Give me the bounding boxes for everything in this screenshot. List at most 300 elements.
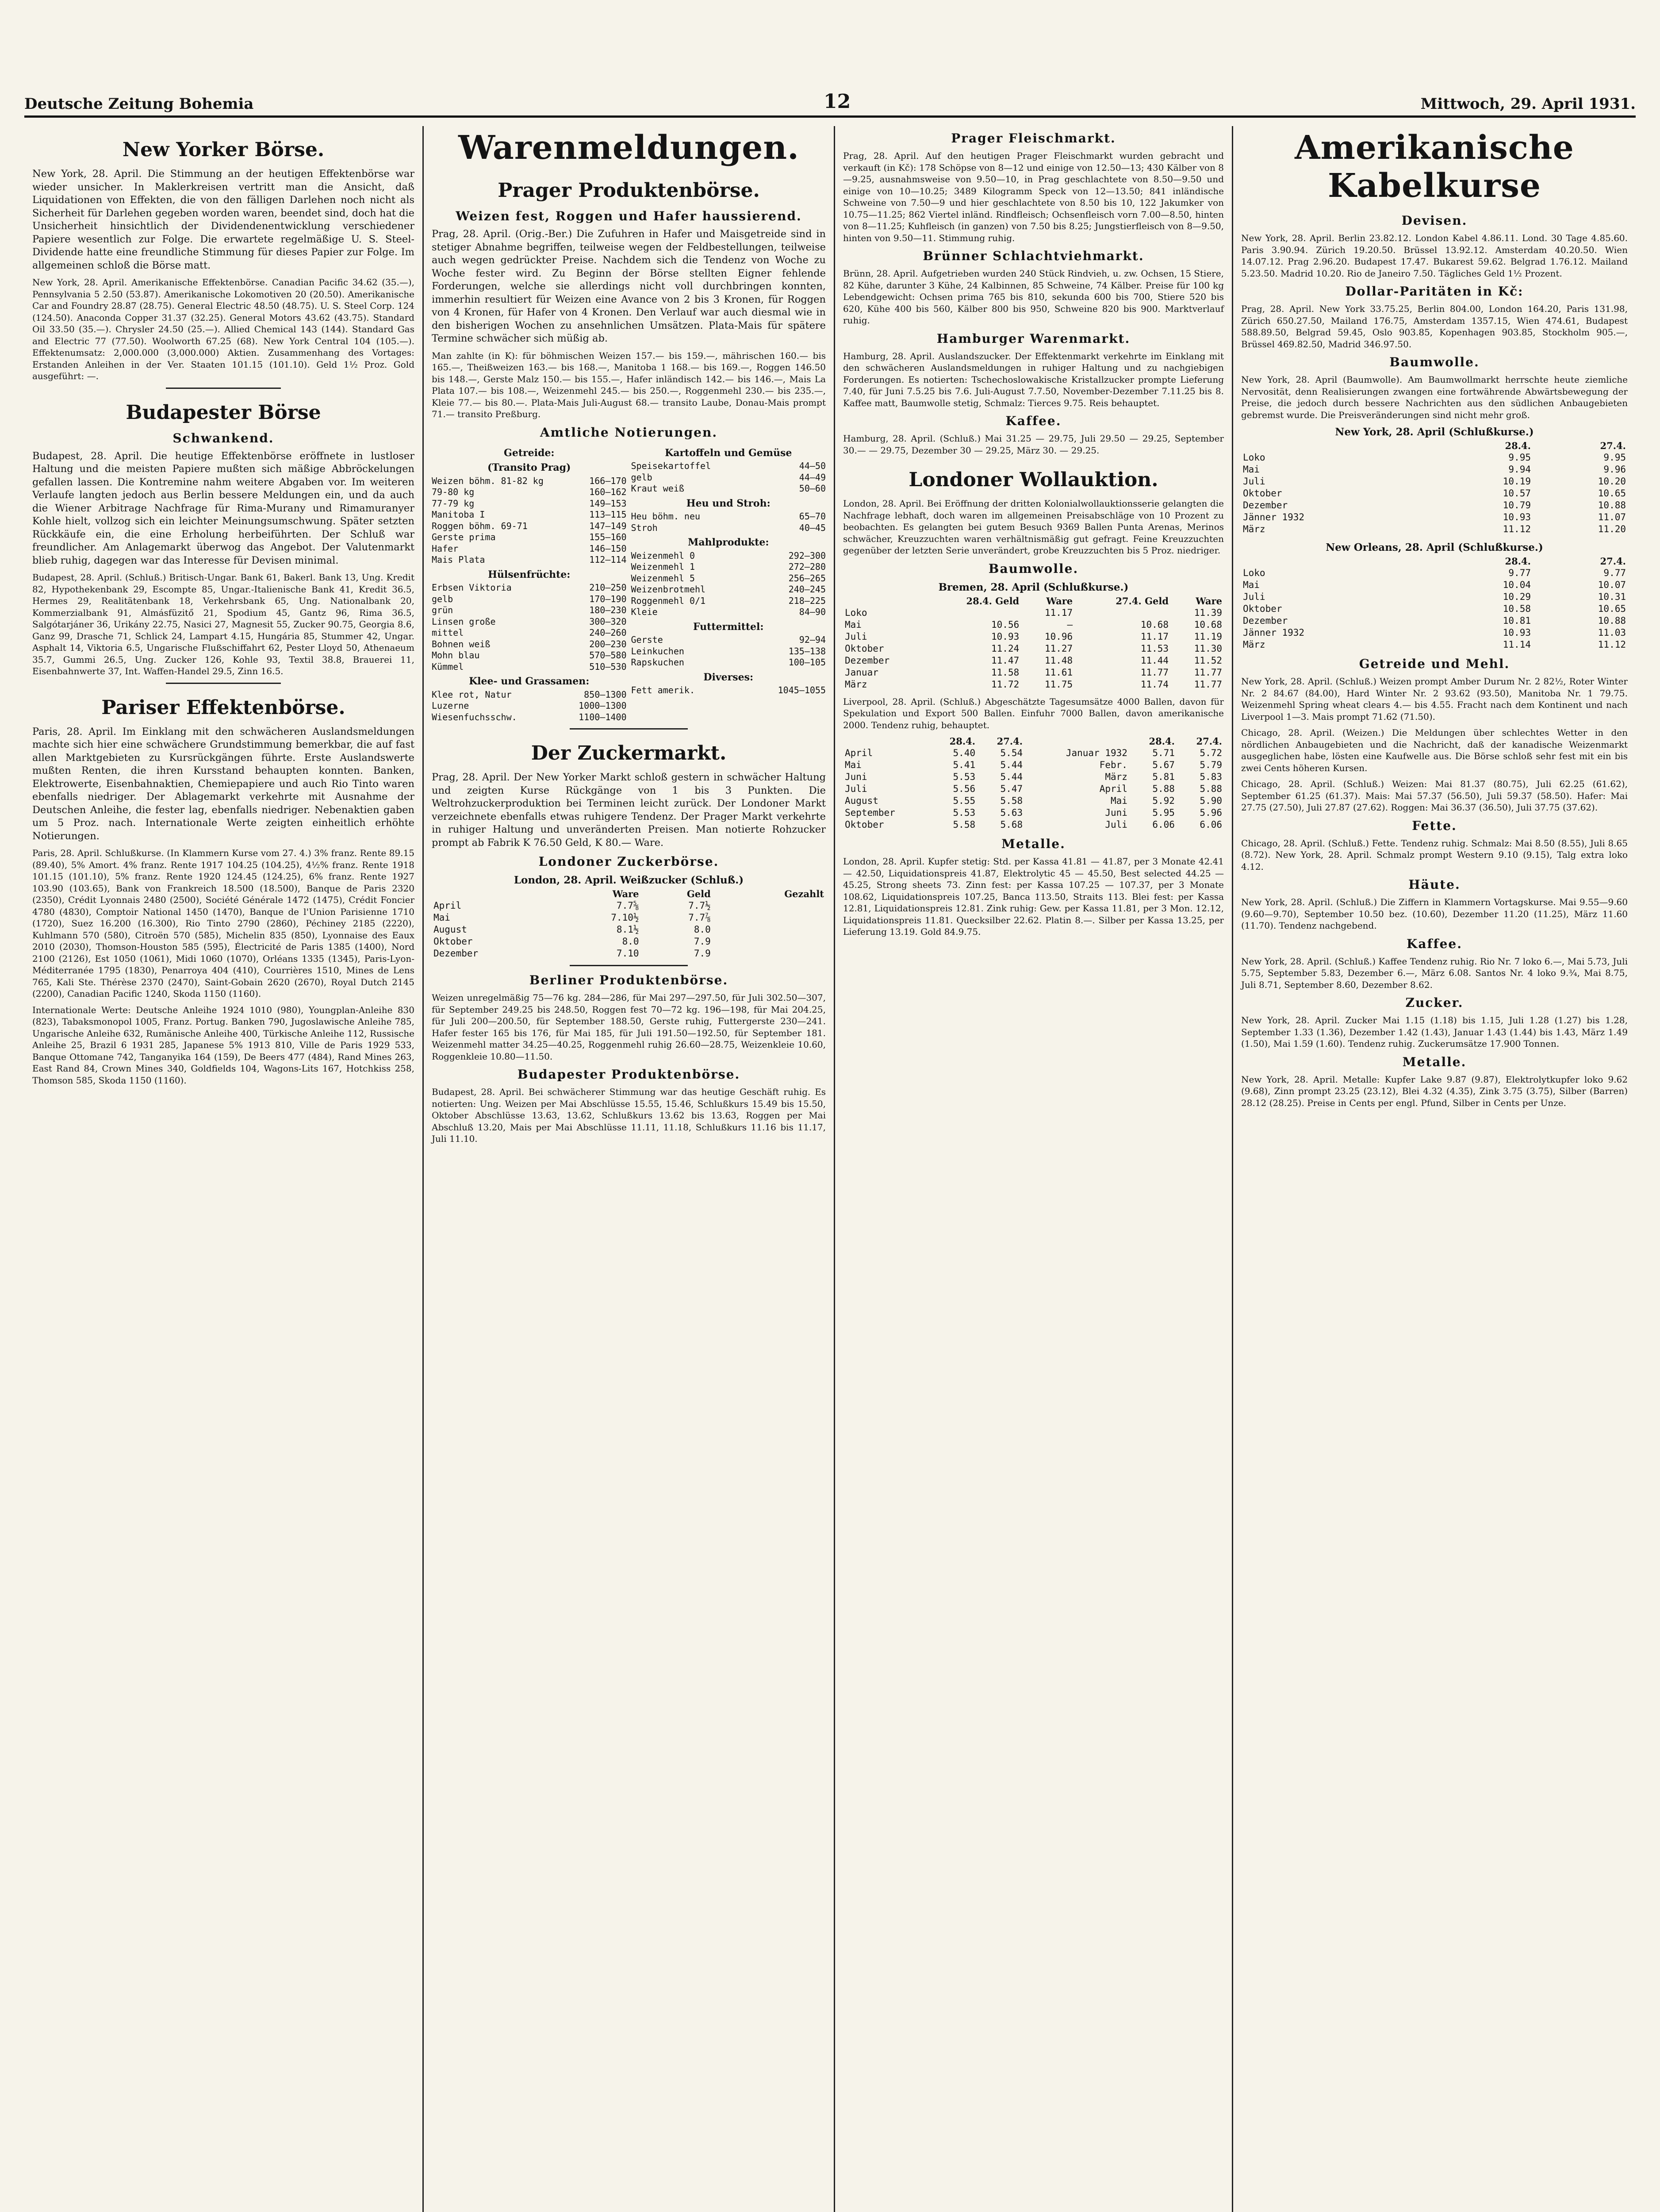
notierung-label: Speisekartoffel — [631, 461, 711, 471]
no-cotton-cell: 9.77 — [1508, 568, 1531, 578]
londoner-zucker-cell: 7.10 — [616, 948, 639, 959]
ny-cotton-row — [1241, 499, 1628, 511]
londoner-zucker-row — [432, 948, 826, 960]
hamburger-warenmarkt-title: Hamburger Warenmarkt. — [936, 331, 1131, 346]
zuckermarkt-text: Prag, 28. April. Der New Yorker Markt schloß gestern in schwächer Haltung und zeigten Kurse Rückgänge von 1 bis 3 Punkten. Die Weltrohzuckerproduktion bei Terminen leicht zurück. Der Londoner Markt verzeichnete ebenfalls etwas ruhigere Tendenz. Der Prager Markt verkehrte in ruhiger Haltung und unveränderten Preisen. Man notierte Rohzucker prompt ab Fabrik K 76.50 Geld, K 80.— Ware. — [432, 772, 826, 849]
londoner-zucker-cell: 7.7½ — [688, 900, 711, 911]
liverpool-cell: Febr. — [1099, 760, 1127, 770]
notierung-heading: Hülsenfrüchte: — [488, 568, 571, 580]
notierung-item — [631, 550, 826, 562]
zucker-us-heading: Zucker. — [1405, 995, 1464, 1010]
fette-heading: Fette. — [1412, 818, 1457, 833]
baumwolle-us-text: New York, 28. April (Baumwolle). Am Baumwollmarkt herrschte heute ziemliche Nervosität, denn Realisierungen zwangen eine fortwährende Abwärtsbewegung der Preise, die jedoch durch bessere Nachrichten aus den südlichen Anbaugebieten gebremst wurde. Die Preisveränderungen sind nicht mehr groß. — [1241, 374, 1628, 420]
chicago-weizen-text: Chicago, 28. April. (Weizen.) Die Meldungen über schlechtes Wetter in den nördlichen Anbaugebieten und die Nachricht, daß der kanadische Weizenmarkt ausgeglichen habe, lösten eine Kaufwelle aus. Die Börse schloß sehr fest mit ein bis zwei Cents höheren Kursen. — [1241, 727, 1628, 773]
bremen-cell: 11.77 — [1194, 679, 1222, 690]
ny-cotton-row — [1241, 488, 1628, 499]
zucker-us-text: New York, 28. April. Zucker Mai 1.15 (1.18) bis 1.15, Juli 1.28 (1.27) bis 1.28, September 1.33 (1.36), Dezember 1.42 (1.43), Januar 1.43 (1.44) bis 1.43, März 1.49 (1.50), Mai 1.59 (1.60). Tendenz ruhig. Zuckerumsätze 17.900 Tonnen. — [1241, 1015, 1628, 1049]
budapest-boerse-title: Budapester Börse — [126, 401, 321, 424]
notierung-heading: Heu und Stroh: — [686, 497, 771, 509]
no-cotton-cell: 10.31 — [1598, 591, 1626, 602]
liverpool-cell: September — [845, 807, 895, 818]
fette-text: Chicago, 28. April. (Schluß.) Fette. Tendenz ruhig. Schmalz: Mai 8.50 (8.55), Juli 8.65 (8.72). New York, 28. April. Schmalz prompt Western 9.10 (9.15), Talg extra loko 4.12. — [1241, 837, 1628, 872]
baumwolle-us-heading: Baumwolle. — [1389, 355, 1480, 369]
ny-cotton-cell: März — [1243, 524, 1265, 534]
notierung-label: Manitoba I — [432, 509, 485, 520]
column-1 — [24, 126, 422, 2212]
haeute-text: New York, 28. April. (Schluß.) Die Ziffern in Klammern Vortagskurse. Mai 9.55—9.60 (9.60—9.70), September 10.50 bez. (10.60), Dezember 11.20 (11.25), März 11.60 (11.70). Tendenz nachgebend. — [1241, 897, 1628, 931]
liverpool-cell: 5.53 — [953, 807, 976, 818]
notierung-price: 100—105 — [788, 657, 826, 668]
notierung-label: Wiesenfuchsschw. — [432, 711, 517, 722]
liverpool-cell: April — [1099, 783, 1127, 794]
budapester-produktenboerse-text: Budapest, 28. April. Bei schwächerer Stimmung war das heutige Geschäft ruhig. Es notierten: Ung. Weizen per Mai Abschlüsse 15.55, 15.46, Schlußkurs 15.49 bis 15.50, Oktober Abschlüsse 13.63, 13.62, Schlußkurs 13.62 bis 13.63, Roggen per Mai Abschluß 13.20, Mais per Mai Abschlüsse 11.11, 11.18, Schlußkurs 11.16 bis 11.17, Juli 11.10. — [432, 1087, 826, 1144]
column-2 — [422, 126, 834, 2212]
ny-cotton-cell: 28.4. — [1505, 440, 1531, 451]
no-cotton-cell: März — [1243, 639, 1265, 650]
liverpool-cell: 6.06 — [1200, 819, 1222, 830]
prager-produktenboerse-title: Prager Produktenbörse. — [498, 179, 760, 202]
kaffee-hamburg-text: Hamburg, 28. April. (Schluß.) Mai 31.25 — 29.75, Juli 29.50 — 29.25, September 30.— — 29.75, Dezember 30 — 29.25, März 30. — 29.25. — [843, 433, 1224, 456]
liverpool-cell: 5.95 — [1152, 807, 1175, 818]
notierung-price: 149—153 — [589, 498, 627, 509]
ny-cotton-cell: Juli — [1243, 476, 1265, 487]
notierung-label: grün — [432, 605, 453, 615]
berliner-produktenboerse-title: Berliner Produktenbörse. — [529, 973, 728, 987]
ny-cotton-row — [1241, 523, 1628, 535]
notierung-label: Weizenmehl 0 — [631, 550, 695, 561]
londoner-zucker-cell — [713, 912, 826, 924]
notierung-price: 84—90 — [799, 607, 826, 617]
paris-boerse-title: Pariser Effektenbörse. — [101, 696, 345, 719]
kaffee-us-heading: Kaffee. — [1407, 936, 1462, 951]
prager-produktenboerse-text-2: Man zahlte (in K): für böhmischen Weizen 157.— bis 159.—, mährischen 160.— bis 165.—, Theißweizen 163.— bis 168.—, Manitoba 1 168.— bis 169.—, Roggen 146.50 bis 148.—, Gerste Malz 150.— bis 155.—, Hafer inländisch 142.— bis 146.—, Mais La Plata 107.— bis 108.—, Weizenmehl 245.— bis 250.—, Roggenmehl 230.— bis 235.—, Kleie 77.— bis 80.—. Plata-Mais Juli-August 68.— transito Laube, Donau-Mais prompt 71.— transito Preßburg. — [432, 350, 826, 419]
notierung-item — [432, 594, 627, 605]
budapester-produktenboerse-title: Budapester Produktenbörse. — [517, 1067, 740, 1082]
kabelkurse-title: Amerikanische Kabelkurse — [1295, 129, 1574, 205]
bremen-cell: 11.75 — [1044, 679, 1073, 690]
ny-cotton-row — [1241, 452, 1628, 464]
notierung-item — [432, 476, 627, 487]
londoner-zucker-cell: Dezember — [433, 948, 479, 959]
notierung-item — [631, 522, 826, 534]
notierung-item — [631, 595, 826, 607]
bremen-cell: 11.52 — [1194, 655, 1222, 666]
ny-cotton-cell: 10.79 — [1503, 500, 1531, 511]
issue-date: Mittwoch, 29. April 1931. — [1420, 95, 1636, 113]
budapest-boerse-subtitle: Schwankend. — [173, 430, 274, 445]
devisen-text: New York, 28. April. Berlin 23.82.12. London Kabel 4.86.11. Lond. 30 Tage 4.85.60. Paris 3.90.94. Zürich 19.20.50. Brüssel 13.92.12. Amsterdam 40.20.50. Wien 14.07.12. Prag 2.96.20. Budapest 17.47. Bukarest 59.62. Belgrad 1.76.12. Mailand 5.23.50. Madrid 10.20. Rio de Janeiro 7.50. Tägliches Geld 1½ Prozent. — [1241, 233, 1628, 279]
paris-boerse-text-2: Paris, 28. April. Schlußkurse. (In Klammern Kurse vom 27. 4.) 3% franz. Rente 89.15 (89.40), 5% Amort. 4% franz. Rente 1917 104.25 (104.25), 4½% franz. Rente 1918 101.15 (101.10), 5% franz. Rente 1920 124.45 (124.25), 6% franz. Rente 1927 103.90 (103.65), Bank von Frankreich 18.500 (18.500), Banque de Paris 2320 (2350), Crédit Lyonnais 2480 (2500), Société Générale 1472 (1475), Crédit Foncier 4780 (4830), Comptoir National 1450 (1470), Banque de l'Union Parisienne 1710 (1720), Suez 16.200 (16.300), Rio Tinto 2790 (2860), Péchiney 2185 (2220), Kuhlmann 570 (580), Citroën 570 (585), Michelin 835 (850), Lyonnaise des Eaux 2010 (2030), Thomson-Houston 585 (595), Électricité de Paris 1385 (1400), Nord 2100 (2126), Est 1050 (1061), Midi 1060 (1070), Orléans 1335 (1345), Paris-Lyon-Méditerranée 1795 (1830), Penarroya 404 (410), Courrières 1510, Mines de Lens 765, Kali Ste. Thérèse 2370 (2470), Saint-Gobain 2620 (2670), Royal Dutch 2145 (2200), Canadian Pacific 1240, Skoda 1150 (1160). — [32, 848, 414, 999]
ny-cotton-cell: 9.94 — [1508, 464, 1531, 475]
notierung-price: 292—300 — [788, 550, 826, 561]
liverpool-cell: 5.54 — [1000, 748, 1023, 758]
notierung-item — [432, 616, 627, 628]
londoner-zucker-cell: April — [433, 900, 462, 911]
notierung-price: 166—170 — [589, 475, 627, 486]
liverpool-cell: 5.90 — [1200, 795, 1222, 806]
notierung-price: 850—1300 — [584, 689, 627, 700]
notierung-price: 1045—1055 — [778, 685, 826, 695]
warenmeldungen-title: Warenmeldungen. — [458, 129, 799, 167]
no-cotton-cell: 28.4. — [1505, 556, 1531, 567]
no-cotton-cell — [1241, 555, 1438, 567]
new-york-baumwolle-caption: New York, 28. April (Schlußkurse.) — [1335, 426, 1534, 438]
notierung-item — [432, 487, 627, 498]
liverpool-cell: 5.47 — [1000, 783, 1023, 794]
notierung-price: 1100—1400 — [579, 711, 627, 722]
liverpool-cell: April — [845, 748, 873, 758]
devisen-heading: Devisen. — [1401, 213, 1468, 228]
divider — [570, 965, 688, 966]
ny-cotton-header-row — [1241, 440, 1628, 452]
london-metalle-text: London, 28. April. Kupfer stetig: Std. per Kassa 41.81 — 41.87, per 3 Monate 42.41 — 42.50, Liquidationspreis 41.87, Elektrolytic 45 — 45.50, Best selected 44.25 — 45.25, Strong sheets 73. Zinn fest: per Kassa 107.25 — 107.37, per 3 Monate 108.62, Liquidationspreis 107.25, Banca 113.50, Straits 113. Blei fest: per Kassa 12.81, Liquidationspreis 12.81. Zink ruhig: Gew. per Kassa 11.81, per 3 Mon. 12.12, Liquidationspreis 11.81. Quecksilber 22.62. Platin 8.—. Silber per Kassa 13.25, per Lieferung 13.19. Gold 84.9.75. — [843, 856, 1224, 937]
notierung-price: 170—190 — [589, 593, 627, 604]
bruenner-schlachtviehmarkt-title: Brünner Schlachtviehmarkt. — [923, 249, 1144, 263]
bremen-cell: 10.93 — [991, 631, 1020, 642]
notierung-item — [432, 639, 627, 650]
notierung-heading: Kartoffeln und Gemüse — [665, 447, 792, 459]
kaffee-us-text: New York, 28. April. (Schluß.) Kaffee Tendenz ruhig. Rio Nr. 7 loko 6.—, Mai 5.73, Juli 5.75, September 5.83, Dezember 6.—, März 6.08. Santos Nr. 4 loko 9.¾, Mai 8.75, Juli 8.71, September 8.60, Dezember 8.62. — [1241, 956, 1628, 990]
bremen-cell: 11.58 — [991, 667, 1020, 678]
ny-cotton-cell: 9.95 — [1603, 452, 1626, 463]
notierung-price: 147—149 — [589, 520, 627, 531]
notierung-label: Kleie — [631, 607, 658, 617]
no-cotton-row — [1241, 579, 1628, 591]
londoner-zucker-cell: 8.0 — [622, 936, 639, 947]
notierung-price: 180—230 — [589, 605, 627, 615]
bremen-row — [843, 631, 1224, 643]
notierung-price: 256—265 — [788, 572, 826, 584]
ny-cotton-cell: 11.12 — [1503, 524, 1531, 534]
budapest-boerse-text-2: Budapest, 28. April. (Schluß.) Britisch-Ungar. Bank 61, Bakerl. Bank 13, Ung. Kredit 82, Hypothekenbank 29, Escompte 85, Ungar.-Italienische Bank 41, Kredit 36.5, Hermes 29, Realitätenbank 18, Verkehrsbank 65, Ung. Nationalbank 20, Kommerzialbank 91, Almásfüzitő 21, Spodium 45, Gantz 96, Rima 36.5, Salgótarjáner 36, Urikány 22.75, Nasici 27, Magnesit 55, Zucker 90.75, Georgia 8.6, Ganz 99, Drasche 71, Schlick 24, Lampart 4.15, Hungária 85, Stummer 42, Ungar. Asphalt 14, Viktoria 6.5, Ungarische Flußschiffahrt 62, Pester Lloyd 50, Athenaeum 35.7, Gummi 26.5, Ung. Zucker 126, Kohle 93, Textil 38.8, Brauerei 11, Eisenbahnwerte 37, Int. Waffen-Handel 29.5, Zinn 16.5. — [32, 572, 414, 676]
bremen-cell: Januar — [845, 667, 878, 678]
liverpool-cell: Juli — [1105, 819, 1127, 830]
liverpool-cell: 5.96 — [1200, 807, 1222, 818]
bremen-cell: 11.44 — [1140, 655, 1169, 666]
no-cotton-row — [1241, 615, 1628, 627]
notierung-label: Klee rot, Natur — [432, 689, 512, 700]
liverpool-cell: 5.41 — [953, 760, 976, 770]
ny-boerse-text-2: New York, 28. April. Amerikanische Effektenbörse. Canadian Pacific 34.62 (35.—), Pennsylvania 5 2.50 (53.87). Amerikanische Lokomotiven 20 (20.50). Amerikanische Car and Foundry 28.87 (28.75). General Electric 48.50 (48.75). U. S. Steel Corp. 124 (124.50). Anaconda Copper 31.37 (32.25). General Motors 43.62 (43.75). Standard Oil 33.50 (35.—). Chrysler 24.50 (25.—). Allied Chemical 143 (144). Standard Gas and Electric 77 (77.50). Woolworth 67.25 (68). New York Central 104 (105.—). Effektenumsatz: 2,000.000 (3,000.000) Aktien. Zusammenhang des Vortages: Erstanden Anleihen in der Ver. Staaten 101.15 (101.10). Geld 1½ Proz. Gold ausgeführt: —. — [32, 277, 414, 381]
bremen-cell: Juli — [845, 631, 867, 642]
bremen-cell: 11.17 — [1044, 607, 1073, 618]
notierung-price: 92—94 — [799, 634, 826, 645]
notierung-heading: (Transito Prag) — [487, 462, 571, 473]
bremen-cell: Ware — [1196, 595, 1222, 607]
liverpool-cell: 5.63 — [1000, 807, 1023, 818]
bremen-cell: März — [845, 679, 867, 690]
liverpool-row — [843, 795, 1224, 807]
no-cotton-cell: 10.58 — [1503, 603, 1531, 614]
bremen-cell: Oktober — [845, 643, 884, 654]
no-cotton-cell: 10.29 — [1503, 591, 1531, 602]
notierung-heading: Futtermittel: — [693, 621, 764, 633]
bremen-cell: 11.24 — [991, 643, 1020, 654]
liverpool-cell: 28.4. — [1149, 736, 1175, 747]
londoner-zucker-row — [432, 900, 826, 912]
bremen-cell: Ware — [1046, 595, 1073, 607]
budapest-boerse-text-1: Budapest, 28. April. Die heutige Effektenbörse eröffnete in lustloser Haltung und die meisten Papiere mußten sich mäßige Abbröckelungen gefallen lassen. Die Kontremine nahm weitere Abgaben vor. Im weiteren Verlaufe langten jedoch aus Berlin bessere Meldungen ein, und da auch die Wiener Arbitrage Nachfrage für Rima-Murany und Rimamuranyer Kohle hielt, vollzog sich ein leichter Meinungsumschwung. Später setzten Rückkäufe ein, die eine Erholung herbeiführten. Der Schluß war freundlicher. Am Anlagemarkt überwog das Angebot. Der Valutenmarkt blieb ruhig, dagegen war das Interesse für Devisen minimal. — [32, 450, 414, 566]
no-cotton-row — [1241, 627, 1628, 639]
notierung-item — [432, 605, 627, 616]
liverpool-row — [843, 783, 1224, 795]
liverpool-cell: 6.06 — [1152, 819, 1175, 830]
notierung-item — [631, 483, 826, 495]
notierung-item — [432, 650, 627, 661]
no-cotton-row — [1241, 591, 1628, 603]
londoner-zucker-cell: Mai — [433, 912, 450, 923]
liverpool-cell: 27.4. — [997, 736, 1023, 747]
bremen-cell: 11.72 — [991, 679, 1020, 690]
londoner-zucker-row — [432, 912, 826, 924]
notierung-item — [432, 689, 627, 701]
page-number: 12 — [823, 90, 851, 113]
bremen-row — [843, 667, 1224, 679]
bremen-cell: 11.77 — [1140, 667, 1169, 678]
liverpool-cell: Oktober — [845, 819, 884, 830]
bremen-cell: 11.77 — [1194, 667, 1222, 678]
londoner-zucker-cell — [432, 888, 558, 900]
notierung-item — [432, 543, 627, 555]
notierung-price: 146—150 — [589, 543, 627, 554]
londoner-zucker-cell — [713, 924, 826, 936]
liverpool-cell: August — [845, 795, 878, 806]
columns — [24, 126, 1636, 2212]
liverpool-row — [843, 759, 1224, 771]
londoner-zucker-cell: 7.7⅞ — [688, 912, 711, 923]
notierung-label: gelb — [631, 472, 652, 483]
notierung-heading: Klee- und Grassamen: — [469, 676, 590, 687]
notierung-price: 218—225 — [788, 595, 826, 606]
notierung-label: Leinkuchen — [631, 645, 684, 657]
liverpool-cell: 27.4. — [1196, 736, 1222, 747]
notierung-item — [432, 712, 627, 723]
liverpool-cell: Juli — [845, 783, 867, 794]
notierung-price: 44—50 — [799, 461, 826, 471]
ny-cotton-cell: Dezember — [1243, 500, 1288, 511]
londoner-wollauktion-title: Londoner Wollauktion. — [909, 469, 1158, 491]
no-cotton-cell: Jänner 1932 — [1243, 627, 1305, 638]
notierung-label: Weizenmehl 5 — [631, 572, 695, 584]
liverpool-cell: Mai — [1110, 795, 1127, 806]
bremen-cell: 11.47 — [991, 655, 1020, 666]
liverpool-header-row — [843, 735, 1224, 747]
notierung-item — [631, 573, 826, 584]
londoner-zucker-cell: Gezahlt — [784, 888, 824, 899]
notierung-item — [432, 700, 627, 712]
notierung-price: 240—260 — [589, 627, 627, 638]
ny-cotton-cell: 10.88 — [1598, 500, 1626, 511]
metalle-us-heading: Metalle. — [1402, 1054, 1467, 1069]
notierung-price: 272—280 — [788, 561, 826, 572]
paper-name: Deutsche Zeitung Bohemia — [24, 95, 254, 113]
liverpool-row — [843, 807, 1224, 819]
liverpool-cell — [843, 735, 930, 747]
liverpool-cell: 5.71 — [1152, 748, 1175, 758]
bremen-cell: Dezember — [845, 655, 890, 666]
bremen-cell — [925, 607, 1021, 619]
ny-cotton-cell: 10.93 — [1503, 512, 1531, 522]
notierung-label: Gerste prima — [432, 532, 496, 542]
no-cotton-row — [1241, 567, 1628, 579]
no-cotton-cell: 10.65 — [1598, 603, 1626, 614]
londoner-zucker-cell: 7.10½ — [611, 912, 639, 923]
ny-boerse-title: New Yorker Börse. — [122, 138, 325, 161]
notierung-label: mittel — [432, 627, 464, 638]
no-cotton-cell: 11.12 — [1598, 639, 1626, 650]
liverpool-cell: Juni — [845, 772, 867, 782]
bremen-row — [843, 679, 1224, 691]
no-cotton-cell: Dezember — [1243, 615, 1288, 626]
liverpool-cell: Juni — [1105, 807, 1127, 818]
notierung-item — [432, 554, 627, 566]
notierung-price: 112—114 — [589, 554, 627, 565]
notierung-item — [432, 582, 627, 594]
dollar-paritaeten-text: Prag, 28. April. New York 33.75.25, Berlin 804.00, London 164.20, Paris 131.98, Zürich 650.27.50, Mailand 176.75, Amsterdam 1357.15, Wien 474.61, Budapest 588.89.50, Belgrad 59.45, Oslo 903.85, Kopenhagen 903.85, Stockholm 905.—, Brüssel 469.82.50, Madrid 346.97.50. — [1241, 303, 1628, 349]
notierung-item — [631, 561, 826, 573]
ny-cotton-cell: Oktober — [1243, 488, 1282, 499]
column-4 — [1232, 126, 1636, 2212]
bremen-cell: 10.96 — [1044, 631, 1073, 642]
bremen-cell: 11.39 — [1194, 607, 1222, 618]
no-cotton-row — [1241, 639, 1628, 651]
new-orleans-baumwolle-table — [1241, 541, 1628, 651]
notierung-label: Heu böhm. neu — [631, 511, 701, 522]
bremen-cell: 10.68 — [1140, 619, 1169, 630]
bremen-row — [843, 607, 1224, 619]
bremen-caption: Bremen, 28. April (Schlußkurse.) — [938, 581, 1129, 593]
no-cotton-header-row — [1241, 555, 1628, 567]
bremen-row — [843, 643, 1224, 655]
liverpool-cell: 5.55 — [953, 795, 976, 806]
notierung-label: Bohnen weiß — [432, 638, 491, 649]
notierung-item — [432, 627, 627, 639]
notierung-price: 300—320 — [589, 616, 627, 627]
notierung-heading: Getreide: — [504, 447, 555, 459]
no-cotton-cell: Loko — [1243, 568, 1265, 578]
no-cotton-cell: Oktober — [1243, 603, 1282, 614]
notierungen-left-list — [432, 444, 627, 723]
bremen-cell: 11.53 — [1140, 643, 1169, 654]
londoner-zucker-cell — [713, 900, 826, 912]
kaffee-heading: Kaffee. — [1005, 414, 1062, 428]
notierung-label: Erbsen Viktoria — [432, 582, 512, 593]
ny-cotton-cell: 27.4. — [1600, 440, 1626, 451]
londoner-zucker-cell: 7.9 — [694, 948, 711, 959]
notierung-item — [432, 498, 627, 510]
ny-cotton-cell: Loko — [1243, 452, 1265, 463]
bremen-cell: 11.74 — [1140, 679, 1169, 690]
no-cotton-row — [1241, 603, 1628, 615]
bremen-cell: 27.4. Geld — [1116, 595, 1169, 607]
londoner-zucker-cell: 8.0 — [694, 924, 711, 935]
liverpool-cell: Mai — [845, 760, 862, 770]
liverpool-cell: 5.83 — [1200, 772, 1222, 782]
no-cotton-cell: 10.07 — [1598, 580, 1626, 590]
page-header — [24, 86, 1636, 118]
bremen-cell: 11.48 — [1044, 655, 1073, 666]
notierung-label: Mohn blau — [432, 650, 480, 661]
liverpool-cell: Januar 1932 — [1066, 748, 1127, 758]
bremen-cell: 11.61 — [1044, 667, 1073, 678]
notierung-item — [631, 472, 826, 484]
notierung-price: 155—160 — [589, 532, 627, 542]
bremen-baumwolle-table — [843, 580, 1224, 691]
bremen-cell — [843, 595, 925, 607]
ny-cotton-cell: 9.95 — [1508, 452, 1531, 463]
notierung-item — [631, 657, 826, 668]
londoner-zucker-header-row — [432, 888, 826, 900]
liverpool-cell: März — [1105, 772, 1127, 782]
notierung-item — [631, 461, 826, 472]
liverpool-cell: 5.56 — [953, 783, 976, 794]
notierung-label: Mais Plata — [432, 554, 485, 565]
londoner-wollauktion-text: London, 28. April. Bei Eröffnung der dritten Kolonialwollauktionsserie gelangten die Nachfrage lebhaft, doch waren im allgemeinen Preisabschläge von 10 Prozent zu beobachten. Es gelangten bei gutem Besuch 9369 Ballen Punta Arenas, Merinos schwächer, Kreuzzuchten waren verhältnismäßig gut gefragt. Feine Kreuzzuchten gegenüber der letzten Serie unverändert, grobe Kreuzzuchten bis 5 Proz. niedriger. — [843, 498, 1224, 556]
prager-produktenboerse-text-1: Prag, 28. April. (Orig.-Ber.) Die Zufuhren in Hafer und Maisgetreide sind in stetiger Abnahme begriffen, teilweise wegen der Feldbestellungen, teilweise auch wegen gedrückter Preise. Nachdem sich die Tendenz von Woche zu Woche fester wird. Zu Beginn der Börse stellten Eigner fehlende Forderungen, welche sie allerdings nicht voll durchbringen konnten, immerhin resultiert für Weizen eine Avance von 2 bis 3 Kronen, für Roggen von 4 Kronen, für Hafer von 4 Kronen. Den Verlauf war auch diesmal wie in den bisherigen Wochen zu ansehnlichen Umsätzen. Plata-Mais für spätere Termine schwächer sich müßig ab. — [432, 228, 826, 344]
liverpool-cell: 5.44 — [1000, 760, 1023, 770]
getreide-mehl-text: New York, 28. April. (Schluß.) Weizen prompt Amber Durum Nr. 2 82½, Roter Winter Nr. 2 84.67 (84.00), Hard Winter Nr. 2 93.62 (93.50), Manitoba Nr. 1 79.75. Weizenmehl Spring wheat clears 4.— bis 4.55. Fracht nach dem Kontinent und nach Liverpool 1—3. Mais prompt 71.62 (71.50). — [1241, 676, 1628, 722]
notierung-item — [631, 511, 826, 522]
notierung-item — [432, 532, 627, 543]
bremen-cell: 10.56 — [991, 619, 1020, 630]
prager-produktenboerse-subtitle: Weizen fest, Roggen und Hafer haussierend. — [456, 209, 802, 223]
no-cotton-cell: 27.4. — [1600, 556, 1626, 567]
notierung-item — [432, 509, 627, 521]
notierung-label: Luzerne — [432, 700, 469, 711]
notierung-label: Roggen böhm. 69-71 — [432, 520, 528, 531]
notierung-label: Rapskuchen — [631, 657, 684, 668]
haeute-heading: Häute. — [1408, 877, 1461, 892]
new-york-baumwolle-table — [1241, 425, 1628, 535]
notierung-label: Weizen böhm. 81-82 kg — [432, 475, 544, 486]
londoner-zucker-cell — [713, 948, 826, 960]
notierung-item — [631, 607, 826, 618]
ny-cotton-row — [1241, 511, 1628, 523]
liverpool-cell: 5.92 — [1152, 795, 1175, 806]
bremen-header-row — [843, 595, 1224, 607]
baumwolle-heading: Baumwolle. — [988, 561, 1079, 576]
bremen-cell: Mai — [845, 619, 862, 630]
notierung-price: 570—580 — [589, 650, 627, 661]
londoner-zucker-table — [432, 873, 826, 960]
notierung-label: Roggenmehl 0/1 — [631, 595, 706, 606]
paris-boerse-text-3: Internationale Werte: Deutsche Anleihe 1924 1010 (980), Youngplan-Anleihe 830 (823), Tabaksmonopol 1005, Franz. Portug. Banken 790, Jugoslawische Anleihe 785, Ungarische Anleihe 632, Rumänische Anleihe 400, Türkische Anleihe 112, Russische Anleihe 25, Brazil 6 1931 285, Japanese 5% 1913 810, Ville de Paris 1929 533, Banque Ottomane 742, Tanganyika 164 (159), De Beers 477 (484), Rand Mines 263, East Rand 84, Crown Mines 340, Goldfields 104, Wagons-Lits 167, Hotchkiss 258, Thomson 585, Skoda 1150 (1160). — [32, 1004, 414, 1086]
bremen-row — [843, 655, 1224, 667]
notierung-price: 50—60 — [799, 483, 826, 494]
bremen-row — [843, 619, 1224, 631]
paris-boerse-text-1: Paris, 28. April. Im Einklang mit den schwächeren Auslandsmeldungen machte sich hier eine schwächere Grundstimmung bemerkbar, die auf fast allen Marktgebieten zu Kursrückgängen führte. Erste Auslandswerte mußten Renten, die ihren Kursstand behaupten konnten. Banken, Elektrowerte, Eisenbahnaktien, Chemiepapiere und auch Rio Tinto waren ebenfalls niedriger. Der Ablagemarkt verkehrte mit Ausnahme der Deutschen Anleihe, die fester lag, ebenfalls niedriger. Nebenaktien gaben um 5 Proz. nach. Internationale Werte zeigten einheitlich erhöhte Notierungen. — [32, 726, 414, 842]
liverpool-cell: 5.79 — [1200, 760, 1222, 770]
notierungen-lists — [432, 444, 826, 723]
notierung-label: Kraut weiß — [631, 483, 684, 494]
liverpool-row — [843, 819, 1224, 831]
notierung-price: 65—70 — [799, 511, 826, 522]
column-3 — [834, 126, 1232, 2212]
londoner-zucker-cell: Geld — [686, 888, 711, 899]
notierung-heading: Mahlprodukte: — [687, 537, 769, 548]
notierung-label: Linsen große — [432, 616, 496, 627]
no-cotton-cell: 10.88 — [1598, 615, 1626, 626]
bremen-cell: 11.30 — [1194, 643, 1222, 654]
notierung-price: 160—162 — [589, 487, 627, 497]
notierung-label: gelb — [432, 593, 453, 604]
bruenner-schlachtviehmarkt-text: Brünn, 28. April. Aufgetrieben wurden 240 Stück Rindvieh, u. zw. Ochsen, 15 Stiere, 82 Kühe, darunter 3 Kühe, 24 Kalbinnen, 85 Schweine, 74 Kälber. Preise für 100 kg Lebendgewicht: Ochsen prima 765 bis 810, sekunda 600 bis 700, Stiere 520 bis 620, Kühe 400 bis 560, Kälber 800 bis 950, Schweine 820 bis 900. Marktverlauf ruhig. — [843, 268, 1224, 326]
notierung-item — [631, 685, 826, 696]
notierung-item — [432, 661, 627, 673]
londoner-zucker-cell: Oktober — [433, 936, 473, 947]
divider — [570, 728, 688, 730]
amtliche-notierungen-title: Amtliche Notierungen. — [540, 425, 718, 440]
